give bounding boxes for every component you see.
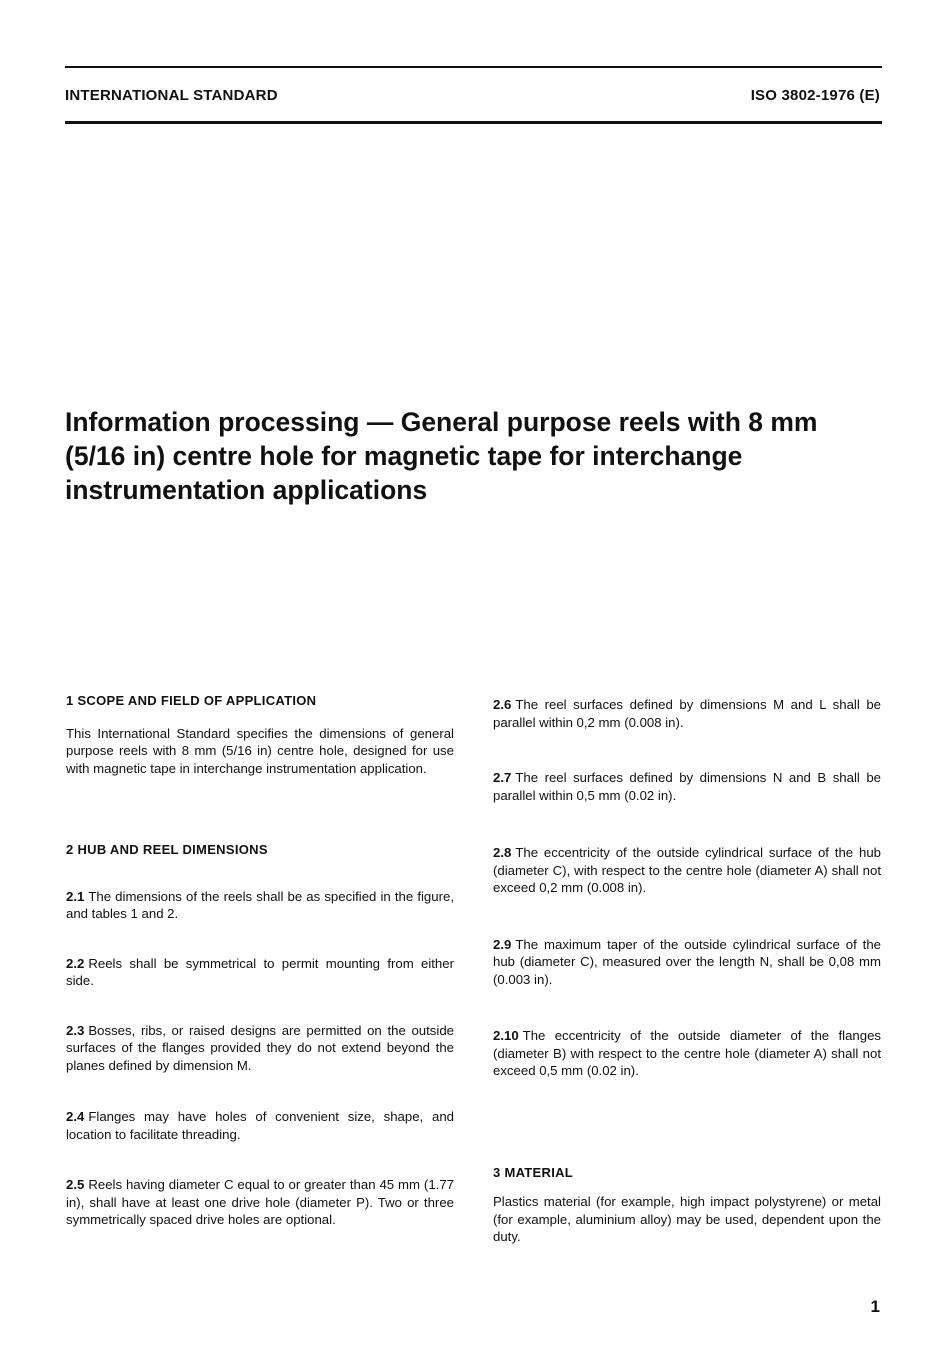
header-document-id: ISO 3802-1976 (E) — [750, 87, 880, 104]
clause-2-1-number: 2.1 — [66, 888, 85, 904]
section-3-heading: 3 MATERIAL — [493, 1164, 574, 1180]
clause-2-5-text: Reels having diameter C equal to or greater than 45 mm (1.77 in), shall have at least one drive hole (diameter P). Two or three symmetrically spaced drive holes are optional. — [66, 1177, 454, 1227]
top-rule — [65, 66, 882, 68]
header-standard-label: INTERNATIONAL STANDARD — [65, 87, 278, 104]
clause-2-2-text: Reels shall be symmetrical to permit mounting from either side. — [66, 955, 454, 988]
clause-2-9 — [493, 936, 881, 989]
clause-2-10-number: 2.10 — [493, 1028, 519, 1043]
header-rule — [65, 121, 882, 124]
clause-2-4 — [66, 1108, 454, 1143]
clause-2-6-number: 2.6 — [493, 697, 512, 712]
clause-2-10 — [493, 1027, 881, 1080]
section-2-heading: 2 HUB AND REEL DIMENSIONS — [66, 842, 268, 857]
clause-2-9-number: 2.9 — [493, 936, 512, 952]
clause-2-6-text: The reel surfaces defined by dimensions M and L shall be parallel within 0,2 mm (0.008 in). — [493, 697, 881, 730]
clause-2-5 — [66, 1176, 454, 1229]
section-1-text: This International Standard specifies the dimensions of general purpose reels with 8 mm (5/16 in) centre hole, designed for use with magnetic tape in interchange instrumentation application. — [66, 725, 454, 776]
clause-2-6 — [493, 696, 881, 731]
clause-2-2 — [66, 955, 454, 990]
clause-2-7-number: 2.7 — [493, 770, 512, 785]
clause-2-1-text: The dimensions of the reels shall be as specified in the figure, and tables 1 and 2. — [66, 888, 454, 921]
document-title: Information processing — General purpose reels with 8 mm (5/16 in) centre hole for magnetic tape for interchange instrumentation applications — [65, 407, 818, 505]
clause-2-8-number: 2.8 — [493, 845, 512, 860]
section-3-text: Plastics material (for example, high impact polystyrene) or metal (for example, aluminium alloy) may be used, dependent upon the duty. — [493, 1194, 881, 1244]
clause-2-7 — [493, 769, 881, 804]
clause-2-4-number: 2.4 — [66, 1109, 85, 1124]
clause-2-8-text: The eccentricity of the outside cylindrical surface of the hub (diameter C), with respect to the centre hole (diameter A) shall not exceed 0,2 mm (0.008 in). — [493, 845, 881, 895]
clause-2-3-number: 2.3 — [66, 1022, 85, 1038]
clause-2-3 — [66, 1022, 454, 1075]
left-column — [66, 692, 454, 1229]
section-1-heading: 1 SCOPE AND FIELD OF APPLICATION — [66, 693, 317, 708]
right-column — [493, 692, 881, 1246]
page-number: 1 — [870, 1297, 880, 1316]
clause-2-4-text: Flanges may have holes of convenient size, shape, and location to facilitate threading. — [66, 1109, 454, 1142]
clause-2-3-text: Bosses, ribs, or raised designs are permitted on the outside surfaces of the flanges provided they do not extend beyond the planes defined by dimension M. — [66, 1022, 454, 1073]
clause-2-7-text: The reel surfaces defined by dimensions N and B shall be parallel within 0,5 mm (0.02 in). — [493, 770, 881, 803]
clause-2-8 — [493, 844, 881, 897]
clause-2-5-number: 2.5 — [66, 1177, 85, 1192]
clause-2-2-number: 2.2 — [66, 955, 85, 971]
clause-2-1 — [66, 888, 454, 923]
clause-2-9-text: The maximum taper of the outside cylindrical surface of the hub (diameter C), measured over the length N, shall be 0,08 mm (0.003 in). — [493, 936, 881, 987]
clause-2-10-text: The eccentricity of the outside diameter of the flanges (diameter B) with respect to the centre hole (diameter A) shall not exceed 0,5 mm (0.02 in). — [493, 1028, 881, 1078]
